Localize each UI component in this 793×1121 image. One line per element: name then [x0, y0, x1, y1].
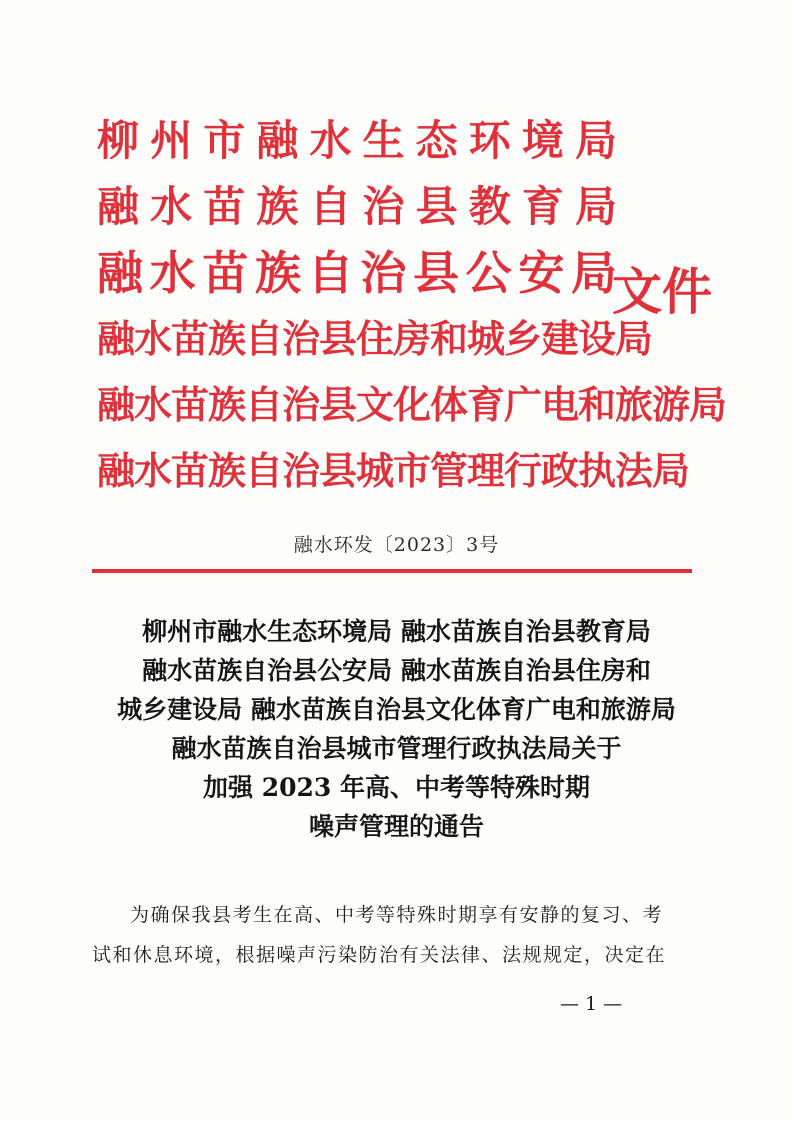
issuer-line: 融水苗族自治县城市管理行政执法局 — [97, 448, 690, 493]
page-number: — 1 — — [560, 993, 623, 1015]
title-line: 城乡建设局 融水苗族自治县文化体育广电和旅游局 — [117, 695, 676, 724]
issuer-line: 融水苗族自治县住房和城乡建设局 — [97, 316, 653, 361]
issuer-line: 融水苗族自治县文化体育广电和旅游局 — [97, 382, 727, 427]
document-number: 融水环发〔2023〕3号 — [293, 534, 500, 556]
document-title — [60, 612, 733, 846]
body-line: 试和休息环境，根据噪声污染防治有关法律、法规规定，决定在 — [92, 944, 667, 966]
issuer-line: 融水苗族自治县公安局 — [97, 246, 617, 300]
title-line: 噪声管理的通告 — [308, 812, 484, 841]
red-divider — [92, 569, 692, 573]
issuer-line: 融水苗族自治县教育局 — [97, 182, 617, 231]
title-line: 柳州市融水生态环境局 融水苗族自治县教育局 — [142, 617, 651, 646]
body-line: 为确保我县考生在高、中考等特殊时期享有安静的复习、考 — [130, 904, 664, 926]
title-line: 融水苗族自治县公安局 融水苗族自治县住房和 — [142, 656, 651, 685]
issuer-line: 柳州市融水生态环境局 — [97, 116, 617, 165]
title-line: 融水苗族自治县城市管理行政执法局关于 — [171, 734, 622, 763]
title-line: 加强 2023 年高、中考等特殊时期 — [203, 773, 590, 802]
document-suffix: 文件 — [612, 262, 712, 321]
body-paragraph — [92, 895, 692, 975]
